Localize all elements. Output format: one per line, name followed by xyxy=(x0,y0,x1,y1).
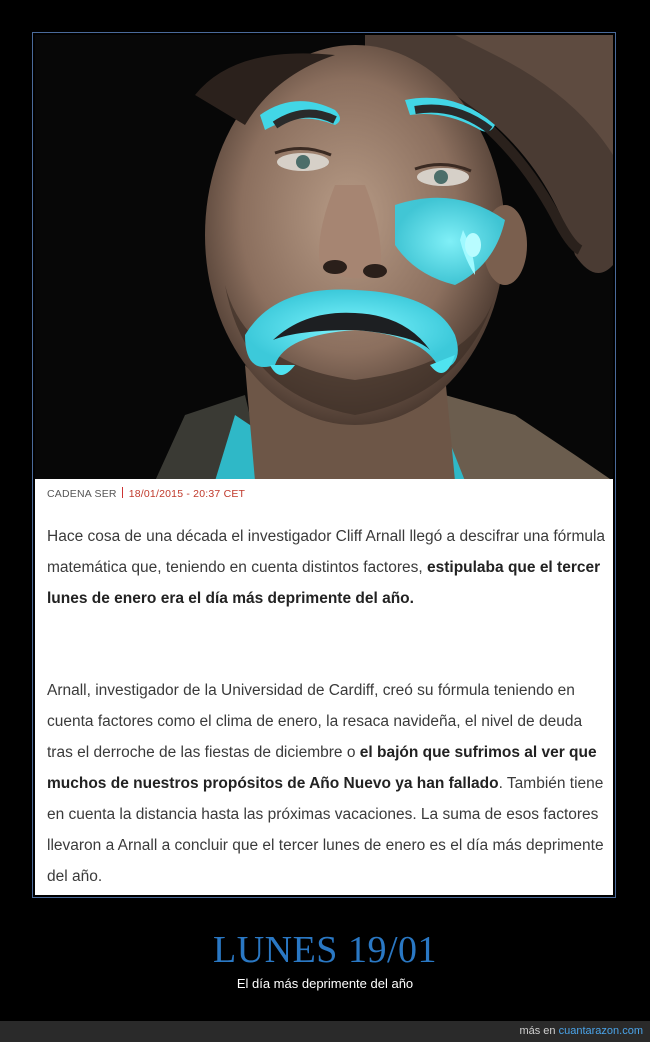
news-article xyxy=(35,479,613,895)
sad-clown-photo xyxy=(35,35,613,481)
article-date: 18/01/2015 - 20:37 CET xyxy=(128,488,246,500)
poster-frame xyxy=(32,32,616,898)
article-source: CADENA SER xyxy=(47,488,117,500)
poster-title: LUNES 19/01 xyxy=(213,929,437,971)
meta-divider xyxy=(122,487,123,498)
site-link[interactable]: cuantarazon.com xyxy=(558,1025,643,1037)
paragraph-2-text-a: Arnall, investigador de la Universidad de Cardiff, creó su fórmula teniendo en cuenta factores como el clima de enero, la resaca navideña, el nivel de deuda tras el derroche de las fiestas de diciembre o xyxy=(47,682,583,761)
article-paragraph-2 xyxy=(47,675,609,892)
paragraph-1-text: Hace cosa de una década el investigador Cliff Arnall llegó a descifrar una fórmula matemática que, teniendo en cuenta distintos factores, xyxy=(47,528,606,576)
paragraph-1-bold: estipulaba que el tercer lunes de enero era el día más deprimente del año. xyxy=(47,559,601,607)
sad-clown-illustration xyxy=(35,35,613,481)
footer-prefix: más en xyxy=(519,1025,559,1037)
article-meta xyxy=(47,487,245,501)
footer-credit xyxy=(519,1025,643,1037)
article-paragraph-1 xyxy=(47,521,609,614)
paragraph-2-text-b: . También tiene en cuenta la distancia hasta las próximas vacaciones. La suma de esos factores llevaron a Arnall a concluir que el tercer lunes de enero es el día más deprimente del año. xyxy=(47,775,604,885)
paragraph-2-bold: el bajón que sufrimos al ver que muchos de nuestros propósitos de Año Nuevo ya han fallado xyxy=(47,744,597,792)
site-footer xyxy=(0,1021,650,1042)
poster-subtitle: El día más deprimente del año xyxy=(236,976,414,991)
